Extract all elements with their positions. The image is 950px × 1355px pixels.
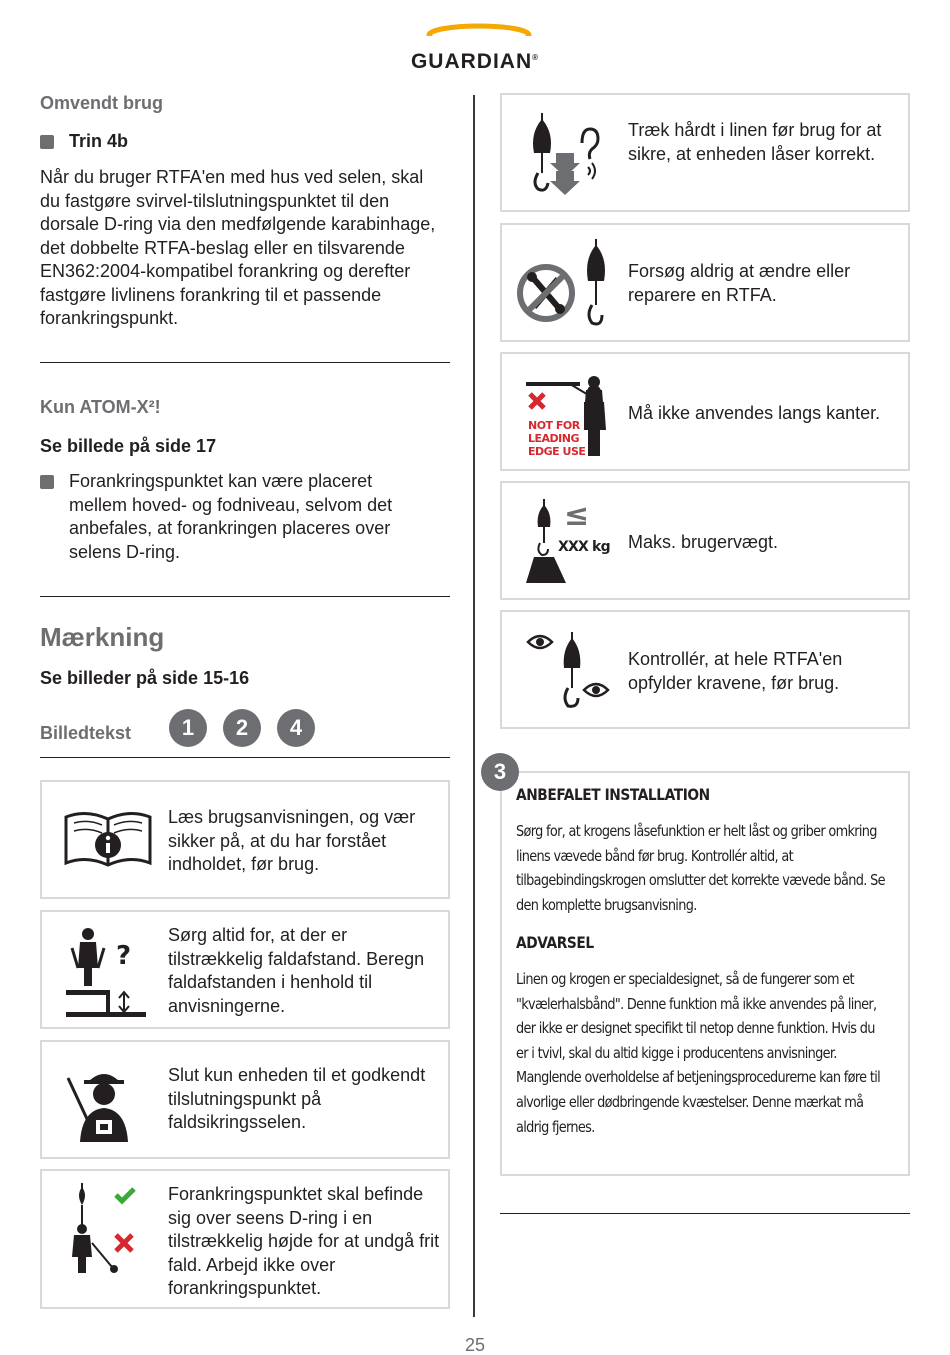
label-box-inspect <box>500 610 910 729</box>
reverse-use-heading: Omvendt brug <box>40 93 164 113</box>
label-box-no-repair <box>500 223 910 342</box>
caption-badge-4: 4 <box>277 709 315 747</box>
caption-badge-2: 2 <box>223 709 261 747</box>
atom-subheading: Se billede på side 17 <box>40 436 217 456</box>
label-box-text: Maks. brugervægt. <box>628 532 779 552</box>
atom-bullet-text: Forankringspunktet kan være placeret mellem hoved- og fodniveau, selvom det anbefales, at forankringen placeres over selens D-ring. <box>69 471 393 562</box>
atom-heading: Kun ATOM-X²! <box>40 397 161 417</box>
worker-figure-icon <box>584 384 614 460</box>
label-box-text: Sørg altid for, at der er tilstrækkelig faldafstand. Beregn faldafstanden i henhold til anvisningerne. <box>168 925 425 1016</box>
installation-paragraph: Sørg for, at krogens låsefunktion er helt låst og griber omkring linens vævede bånd før brug. Kontrollér altid, at tilbagebindingskrogen omslutter det korrekte vævede bånd. Se den komplette brugsanvisning. <box>516 822 885 914</box>
caption-label: Billedtekst <box>40 723 132 743</box>
worker-harness-icon <box>62 1064 152 1144</box>
label-box-anchor <box>40 1169 450 1309</box>
label-box-text: Læs brugsanvisningen, og vær sikker på, at du har forstået indholdet, før brug. <box>168 807 416 874</box>
section-divider <box>500 1213 910 1214</box>
label-box-manual <box>40 780 450 899</box>
installation-box <box>500 771 910 1176</box>
label-box-text: Slut kun enheden til et godkendt tilslutningspunkt på faldsikringsselen. <box>168 1065 426 1132</box>
no-leading-edge-label: NOT FOR LEADING EDGE USE <box>528 419 586 458</box>
no-repair-icon <box>516 239 610 329</box>
fall-clearance-icon <box>64 924 148 1020</box>
label-box-pull-test <box>500 93 910 212</box>
warning-heading: ADVARSEL <box>516 933 594 952</box>
label-box-text: Træk hårdt i linen før brug for at sikre, at enheden låser korrekt. <box>628 120 882 164</box>
label-box-text: Forankringspunktet skal befinde sig over seens D-ring i en tilstrækkelig højde for at undgå frit fald. Arbejd ikke over forankringspunktet. <box>168 1184 440 1298</box>
marking-heading: Mærkning <box>40 622 165 652</box>
warning-paragraph: Linen og krogen er specialdesignet, så de fungerer som et "kvælerhalsbånd". Denne funktion må ikke anvendes på liner, der ikke er designet specifikt til netop denne funktion. Hvis du er i tvivl, skal du altid kigge i producentens anvisninger. Manglende overholdelse af betjeningsprocedurerne kan føre til alvorlige eller dødbringende kvæstelser. Denne mærkat må aldrig fjernes. <box>516 970 880 1136</box>
label-box-no-leading-edge <box>500 352 910 471</box>
label-box-max-weight <box>500 481 910 600</box>
manual-info-icon <box>62 809 154 869</box>
inspect-icon <box>526 632 612 712</box>
label-box-text: Forsøg aldrig at ændre eller reparere en RTFA. <box>628 261 851 305</box>
label-box-harness <box>40 1040 450 1159</box>
label-box-text: Kontrollér, at hele RTFA'en opfylder kravene, før brug. <box>628 649 843 693</box>
column-divider <box>473 95 475 1317</box>
reverse-use-paragraph: Når du bruger RTFA'en med hus ved selen, skal du fastgøre svirvel-tilslutningspunktet til den dorsale D-ring via den medfølgende karabinhage, det dobbelte RTFA-beslag eller en tilsvarende EN362:2004-kompatibel forankring og derefter fastgøre livlinens forankring til et passende forankringspunkt. <box>40 167 436 328</box>
section-divider <box>40 757 450 758</box>
label-box-text: Må ikke anvendes langs kanter. <box>628 403 881 423</box>
weight-label: XXX kg <box>558 539 610 555</box>
pull-test-icon <box>526 113 606 197</box>
less-equal-symbol: ≤ <box>564 498 590 533</box>
section-divider <box>40 596 450 597</box>
label-box-clearance <box>40 910 450 1029</box>
anchor-position-icon <box>68 1183 142 1283</box>
guardian-logo <box>384 22 566 74</box>
step-label: Trin 4b <box>69 131 129 151</box>
section-divider <box>40 362 450 363</box>
bullet-square <box>40 475 54 489</box>
installation-badge-3: 3 <box>481 753 519 791</box>
installation-heading: ANBEFALET INSTALLATION <box>516 785 710 804</box>
logo-text: GUARDIAN® <box>410 50 540 73</box>
page-number: 25 <box>464 1335 486 1355</box>
marking-subheading: Se billeder på side 15-16 <box>40 668 250 688</box>
svg-text:?: ? <box>116 941 132 971</box>
logo-swoosh-icon <box>424 22 534 48</box>
bullet-square <box>40 135 54 149</box>
caption-badge-1: 1 <box>169 709 207 747</box>
